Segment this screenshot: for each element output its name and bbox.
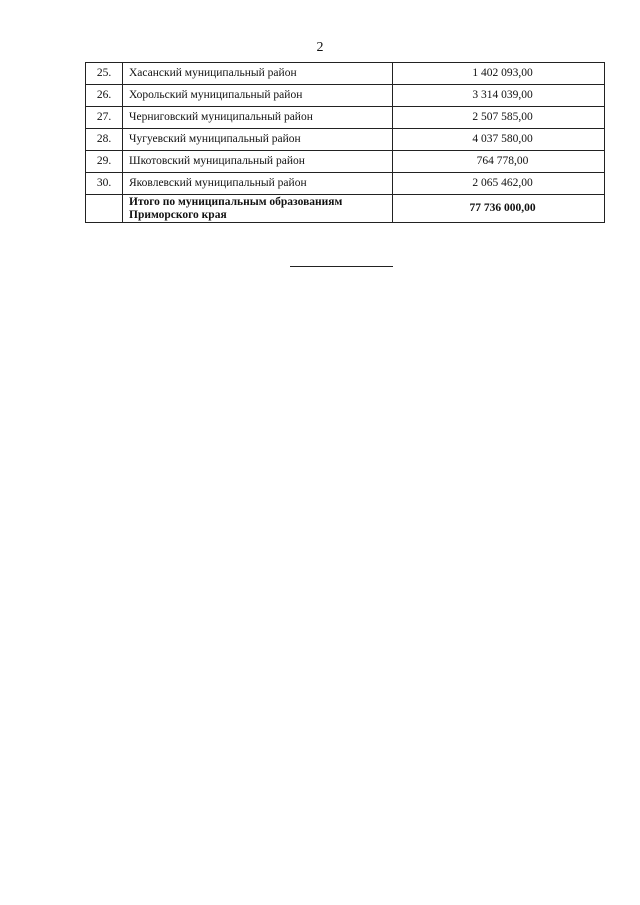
table-row	[86, 63, 605, 85]
row-number: 27.	[86, 107, 123, 129]
district-name: Черниговский муниципальный район	[123, 107, 393, 129]
row-number: 29.	[86, 151, 123, 173]
total-row-number	[86, 195, 123, 223]
amount-cell: 1 402 093,00	[393, 63, 605, 85]
district-name: Чугуевский муниципальный район	[123, 129, 393, 151]
table-row	[86, 107, 605, 129]
total-label-line2: Приморского края	[129, 208, 227, 221]
district-name: Яковлевский муниципальный район	[123, 173, 393, 195]
page-number: 2	[316, 40, 324, 55]
row-number: 26.	[86, 85, 123, 107]
district-name: Шкотовский муниципальный район	[123, 151, 393, 173]
end-divider	[290, 266, 393, 267]
row-number: 30.	[86, 173, 123, 195]
table-row	[86, 85, 605, 107]
amount-cell: 2 065 462,00	[393, 173, 605, 195]
table-row	[86, 173, 605, 195]
amount-cell: 2 507 585,00	[393, 107, 605, 129]
table-row	[86, 151, 605, 173]
district-name: Хасанский муниципальный район	[123, 63, 393, 85]
amount-cell: 4 037 580,00	[393, 129, 605, 151]
amount-cell: 3 314 039,00	[393, 85, 605, 107]
table-row	[86, 129, 605, 151]
row-number: 25.	[86, 63, 123, 85]
total-amount: 77 736 000,00	[393, 195, 605, 223]
district-name: Хорольский муниципальный район	[123, 85, 393, 107]
row-number: 28.	[86, 129, 123, 151]
amount-cell: 764 778,00	[393, 151, 605, 173]
total-label	[123, 195, 393, 223]
budget-table	[85, 62, 605, 223]
total-row	[86, 195, 605, 223]
total-label-line1: Итого по муниципальным образованиям	[129, 195, 343, 208]
